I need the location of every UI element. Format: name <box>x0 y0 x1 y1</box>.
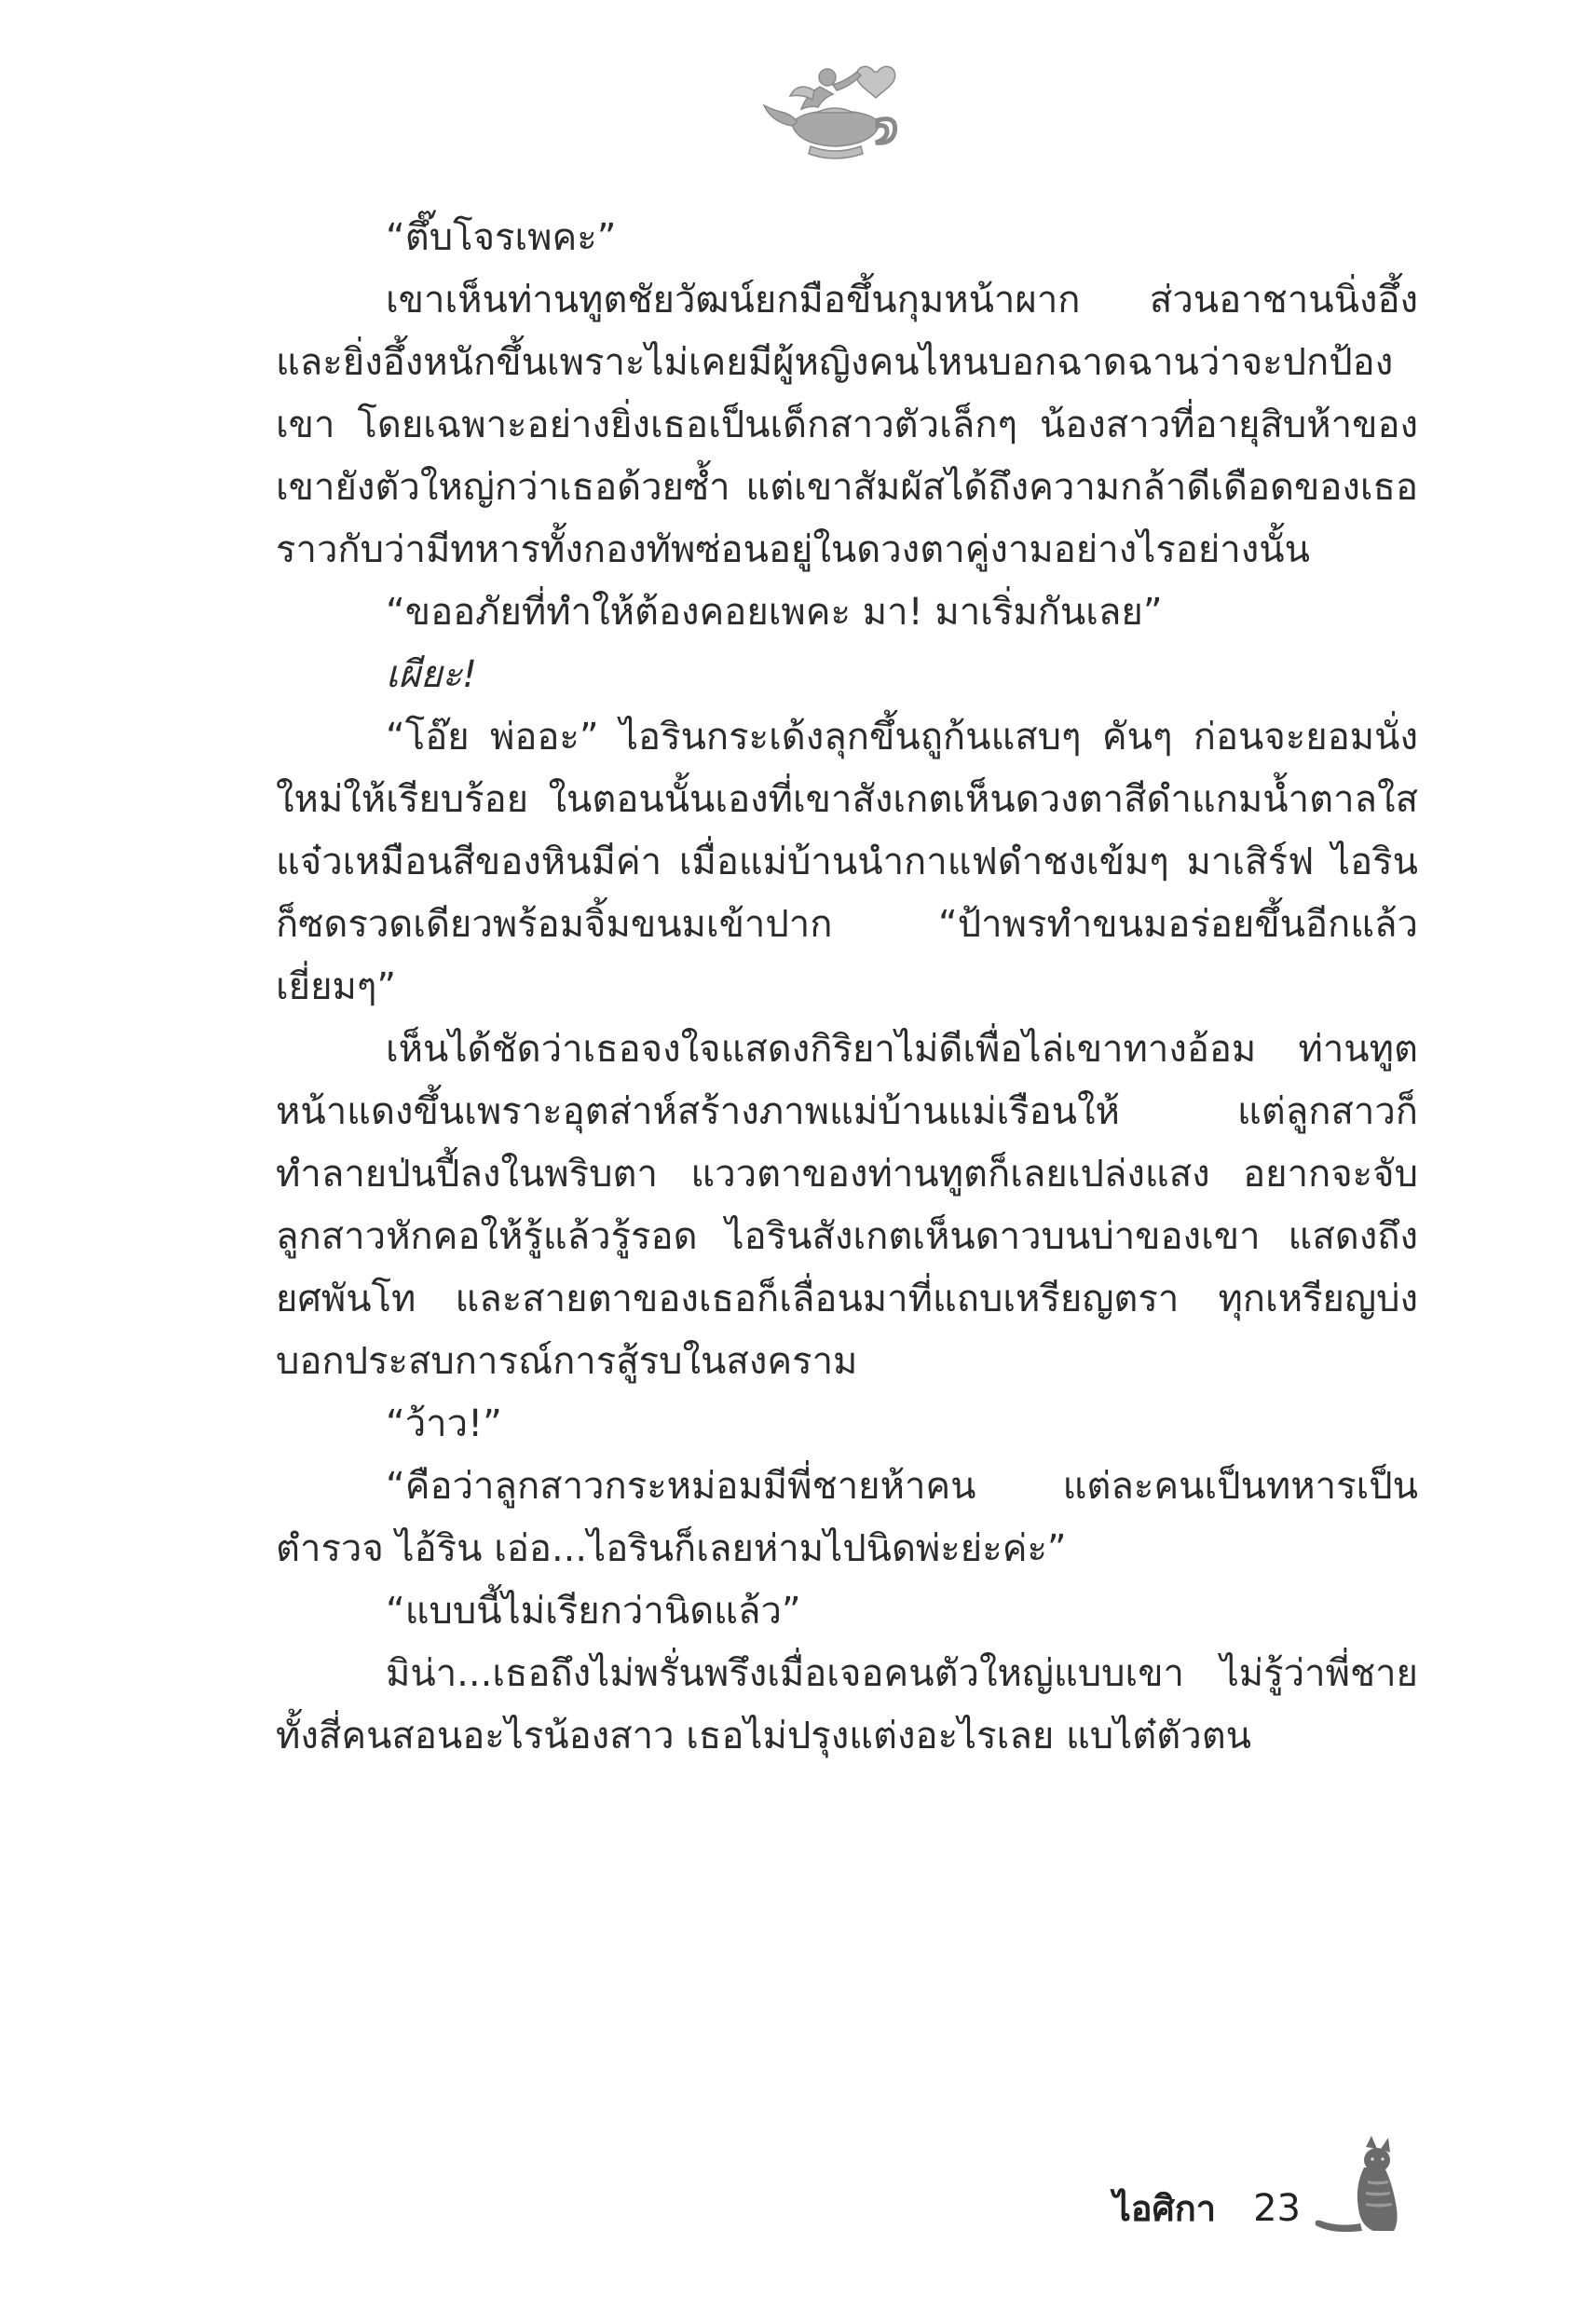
cat-icon <box>1312 2134 1405 2236</box>
paragraph: “ตึ๊บโจรเพคะ” <box>386 216 617 259</box>
teapot-cupid-ornament-icon <box>755 51 913 172</box>
paragraph: “แบบนี้ไม่เรียกว่านิดแล้ว” <box>386 1590 801 1633</box>
paragraph: เขาเห็นท่านทูตชัยวัฒน์ยกมือขึ้นกุมหน้าผาก ส่วนอาชานนิ่งอึ้ง และยิ่งอึ้งหนักขึ้นเพราะไม่เคยมีผู้หญิงคนไหนบอกฉาดฉานว่าจะปกป้องเขา โดยเฉพาะอย่างยิ่งเธอเป็นเด็กสาวตัวเล็กๆ น้องสาวที่อายุสิบห้าของเขายังตัวใหญ่กว่าเธอด้วยซ้ำ แต่เขาสัมผัสได้ถึงความกล้าดีเดือดของเธอ ราวกับว่ามีทหารทั้งกองทัพซ่อนอยู่ในดวงตาคู่งามอย่างไรอย่างนั้น <box>276 279 1418 571</box>
body-text <box>276 207 1418 1768</box>
book-title: ไอศิกา <box>1112 2188 1217 2229</box>
page-footer <box>1113 2134 1405 2236</box>
paragraph: “ขออภัยที่ทำให้ต้องคอยเพคะ มา! มาเริ่มกันเลย” <box>386 591 1163 634</box>
paragraph: “ว้าว!” <box>386 1402 502 1445</box>
paragraph-sound-effect: เผียะ! <box>386 653 478 696</box>
paragraph: “คือว่าลูกสาวกระหม่อมมีพี่ชายห้าคน แต่ละคนเป็นทหารเป็นตำรวจ ไอ้ริน เอ่อ...ไอรินก็เลยห่ามไปนิดพ่ะย่ะค่ะ” <box>276 1465 1418 1570</box>
paragraph: มิน่า...เธอถึงไม่พรั่นพรึงเมื่อเจอคนตัวใหญ่แบบเขา ไม่รู้ว่าพี่ชายทั้งสี่คนสอนอะไรน้องสาว เธอไม่ปรุงแต่งอะไรเลย แบไต๋ตัวตน <box>276 1652 1418 1757</box>
paragraph: “โอ๊ย พ่ออะ” ไอรินกระเด้งลุกขึ้นถูก้นแสบๆ คันๆ ก่อนจะยอมนั่งใหม่ให้เรียบร้อย ในตอนนั้นเองที่เขาสังเกตเห็นดวงตาสีดำแกมน้ำตาลใสแจ๋วเหมือนสีของหินมีค่า เมื่อแม่บ้านนำกาแฟดำชงเข้มๆ มาเสิร์ฟ ไอรินก็ซดรวดเดียวพร้อมจิ้มขนมเข้าปาก “ป้าพรทำขนมอร่อยขึ้นอีกแล้วเยี่ยมๆ” <box>276 716 1418 1008</box>
paragraph: เห็นได้ชัดว่าเธอจงใจแสดงกิริยาไม่ดีเพื่อไล่เขาทางอ้อม ท่านทูตหน้าแดงขึ้นเพราะอุตส่าห์สร้างภาพแม่บ้านแม่เรือนให้ แต่ลูกสาวก็ทำลายป่นปี้ลงในพริบตา แววตาของท่านทูตก็เลยเปล่งแสง อยากจะจับลูกสาวหักคอให้รู้แล้วรู้รอด ไอรินสังเกตเห็นดาวบนบ่าของเขา แสดงถึงยศพันโท และสายตาของเธอก็เลื่อนมาที่แถบเหรียญตรา ทุกเหรียญบ่งบอกประสบการณ์การสู้รบในสงคราม <box>276 1028 1418 1383</box>
page-number: 23 <box>1253 2187 1301 2230</box>
